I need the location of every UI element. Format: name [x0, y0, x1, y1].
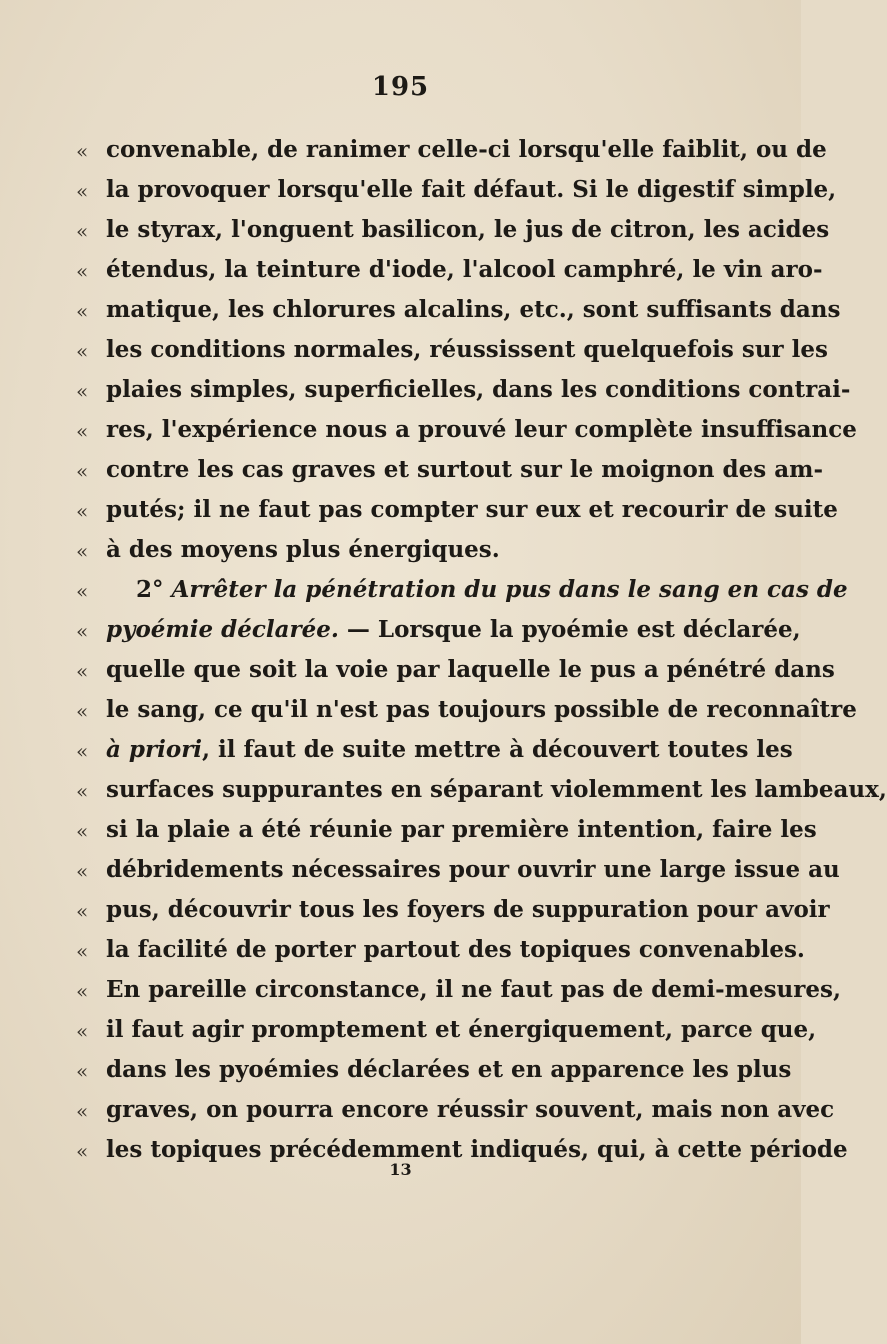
quotation-mark: «: [76, 619, 89, 643]
quotation-mark: «: [76, 739, 89, 763]
text-line: [76, 530, 761, 570]
line-text: à des moyens plus énergiques.: [106, 536, 500, 563]
text-line: [76, 810, 817, 850]
line-text: les conditions normales, réussissent quelquefois sur les: [106, 336, 828, 363]
quotation-mark: «: [76, 1019, 89, 1043]
quotation-mark: «: [76, 659, 89, 683]
quotation-mark: «: [76, 219, 89, 243]
italic-phrase: à priori: [106, 736, 203, 763]
line-text: le styrax, l'onguent basilicon, le jus de citron, les acides: [106, 216, 830, 243]
line-text: [106, 610, 801, 650]
line-text: quelle que soit la voie par laquelle le pus a pénétré dans: [106, 656, 835, 683]
quotation-mark: «: [76, 899, 89, 923]
text-line: [76, 970, 841, 1010]
line-text-rest: — Lorsque la pyoémie est déclarée,: [338, 616, 801, 643]
line-text: il faut agir promptement et énergiquement, parce que,: [106, 1016, 817, 1043]
quotation-mark: «: [76, 859, 89, 883]
text-line: [76, 850, 840, 890]
quotation-mark: «: [76, 459, 89, 483]
section-number: 2°: [136, 576, 172, 603]
line-text: débridements nécessaires pour ouvrir une large issue au: [106, 856, 840, 883]
quotation-mark: «: [76, 1059, 89, 1083]
text-line: [76, 650, 835, 690]
text-line: [76, 250, 823, 290]
quotation-mark: «: [76, 699, 89, 723]
text-line: [76, 410, 857, 450]
line-text: dans les pyoémies déclarées et en apparence les plus: [106, 1056, 792, 1083]
line-text-rest: , il faut de suite mettre à découvert toutes les: [202, 736, 793, 763]
line-text: le sang, ce qu'il n'est pas toujours possible de reconnaître: [106, 696, 857, 723]
text-line: [76, 170, 837, 210]
quotation-mark: «: [76, 499, 89, 523]
line-text: res, l'expérience nous a prouvé leur complète insuffisance: [106, 416, 857, 443]
section-title: Arrêter la pénétration du pus dans le sang en cas de: [171, 576, 848, 603]
quotation-mark: «: [76, 539, 89, 563]
quotation-mark: «: [76, 339, 89, 363]
line-text: [106, 730, 793, 770]
line-text: les topiques précédemment indiqués, qui, à cette période: [106, 1136, 848, 1163]
text-line: [76, 490, 838, 530]
quotation-mark: «: [76, 1139, 89, 1163]
page-number: 195: [371, 72, 430, 102]
text-line: [76, 130, 827, 170]
quotation-mark: «: [76, 579, 89, 603]
quotation-mark: «: [76, 259, 89, 283]
quotation-mark: «: [76, 779, 89, 803]
line-text: putés; il ne faut pas compter sur eux et recourir de suite: [106, 496, 838, 523]
section-heading-line: [76, 570, 848, 610]
quotation-mark: «: [76, 939, 89, 963]
quotation-mark: «: [76, 299, 89, 323]
signature-mark: 13: [389, 1160, 412, 1179]
text-line: [76, 1050, 792, 1090]
quotation-mark: «: [76, 139, 89, 163]
text-line: [76, 890, 830, 930]
text-line: [76, 690, 857, 730]
line-text: En pareille circonstance, il ne faut pas de demi-mesures,: [106, 976, 841, 1003]
text-line: [76, 1010, 817, 1050]
quotation-mark: «: [76, 379, 89, 403]
text-line: [76, 930, 805, 970]
line-text: [136, 570, 848, 610]
line-text: la provoquer lorsqu'elle fait défaut. Si le digestif simple,: [106, 176, 837, 203]
text-line: [76, 290, 841, 330]
quotation-mark: «: [76, 979, 89, 1003]
text-line: [76, 610, 801, 650]
text-line: [76, 450, 823, 490]
text-line: [76, 330, 828, 370]
text-line: [76, 730, 793, 770]
text-line: [76, 1090, 835, 1130]
line-text: étendus, la teinture d'iode, l'alcool camphré, le vin aro-: [106, 256, 823, 283]
line-text: la facilité de porter partout des topiques convenables.: [106, 936, 805, 963]
line-text: surfaces suppurantes en séparant violemment les lambeaux,: [106, 776, 887, 803]
text-line: [76, 370, 851, 410]
section-title-end: pyoémie déclarée.: [106, 616, 339, 643]
quotation-mark: «: [76, 819, 89, 843]
line-text: pus, découvrir tous les foyers de suppuration pour avoir: [106, 896, 830, 923]
quotation-mark: «: [76, 179, 89, 203]
line-text: si la plaie a été réunie par première intention, faire les: [106, 816, 817, 843]
quotation-mark: «: [76, 1099, 89, 1123]
text-line: [76, 210, 830, 250]
line-text: convenable, de ranimer celle-ci lorsqu'elle faiblit, ou de: [106, 136, 827, 163]
line-text: contre les cas graves et surtout sur le moignon des am-: [106, 456, 823, 483]
line-text: graves, on pourra encore réussir souvent, mais non avec: [106, 1096, 835, 1123]
line-text: matique, les chlorures alcalins, etc., sont suffisants dans: [106, 296, 841, 323]
line-text: plaies simples, superficielles, dans les conditions contrai-: [106, 376, 851, 403]
text-line: [76, 770, 887, 810]
quotation-mark: «: [76, 419, 89, 443]
